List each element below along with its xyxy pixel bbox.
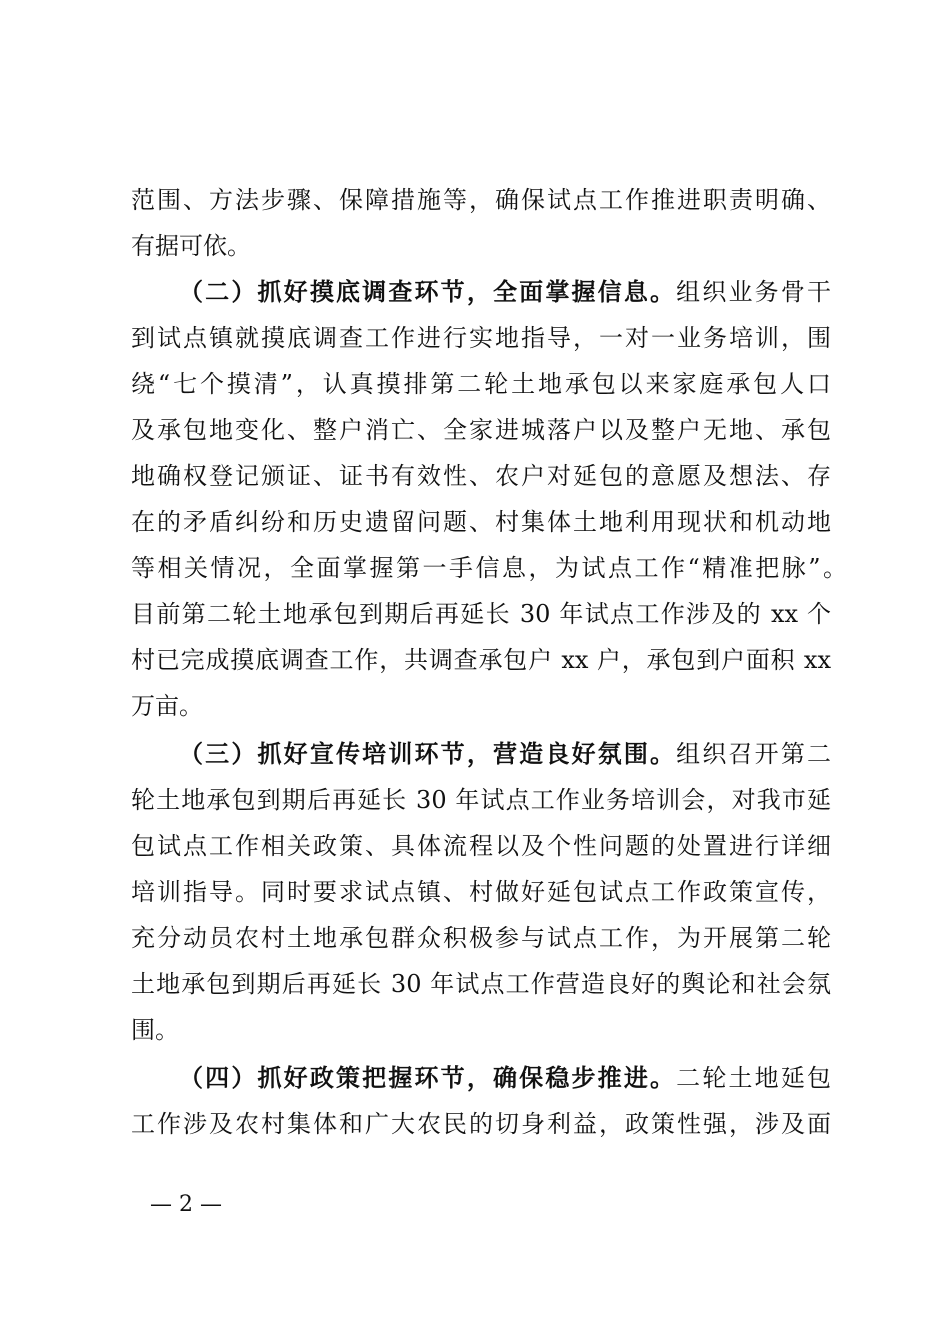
line-text: 有据可依。 — [131, 232, 251, 260]
line-text: 充分动员农村土地承包群众积极参与试点工作，为开展第二轮 — [131, 924, 831, 952]
line-text: 组织召开第二 — [676, 740, 832, 768]
line-text: 绕“七个摸清”，认真摸排第二轮土地承包以来家庭承包人口 — [131, 370, 831, 398]
paragraph-line — [131, 640, 831, 680]
line-text: 目前第二轮土地承包到期后再延长 30 年试点工作涉及的 xx 个 — [131, 600, 831, 628]
paragraph-line — [131, 872, 831, 912]
paragraph-line — [131, 318, 831, 358]
paragraph-line — [131, 364, 831, 404]
paragraph-line — [131, 826, 831, 866]
paragraph-line — [131, 502, 831, 542]
paragraph-line — [131, 1104, 831, 1144]
line-text: 村已完成摸底调查工作，共调查承包户 xx 户，承包到户面积 xx — [131, 646, 831, 674]
paragraph-line — [131, 226, 831, 266]
section-heading: （二）抓好摸底调查环节，全面掌握信息。 — [179, 277, 677, 306]
section-heading-line — [179, 1058, 831, 1098]
paragraph-line — [131, 594, 831, 634]
line-text: 地确权登记颁证、证书有效性、农户对延包的意愿及想法、存 — [131, 462, 831, 490]
paragraph-line — [131, 410, 831, 450]
line-text: 轮土地承包到期后再延长 30 年试点工作业务培训会，对我市延 — [131, 786, 831, 814]
line-text: 及承包地变化、整户消亡、全家进城落户以及整户无地、承包 — [131, 416, 831, 444]
paragraph-line — [131, 180, 831, 220]
line-text: 等相关情况，全面掌握第一手信息，为试点工作“精准把脉”。 — [131, 554, 847, 582]
line-text: 组织业务骨干 — [676, 278, 832, 306]
section-heading: （三）抓好宣传培训环节，营造良好氛围。 — [179, 739, 677, 768]
line-text: 二轮土地延包 — [676, 1064, 832, 1092]
line-text: 围。 — [131, 1016, 179, 1044]
section-heading-line — [179, 734, 831, 774]
paragraph-line — [131, 964, 831, 1004]
paragraph-line — [131, 1010, 831, 1050]
line-text: 到试点镇就摸底调查工作进行实地指导，一对一业务培训，围 — [131, 324, 831, 352]
paragraph-line — [131, 456, 831, 496]
line-text: 培训指导。同时要求试点镇、村做好延包试点工作政策宣传， — [131, 878, 831, 906]
line-text: 万亩。 — [131, 692, 203, 720]
line-text: 工作涉及农村集体和广大农民的切身利益，政策性强，涉及面 — [131, 1110, 831, 1138]
paragraph-line — [131, 780, 831, 820]
paragraph-line — [131, 918, 831, 958]
page-number: — 2 — — [150, 1192, 222, 1217]
line-text: 包试点工作相关政策、具体流程以及个性问题的处置进行详细 — [131, 832, 831, 860]
line-text: 土地承包到期后再延长 30 年试点工作营造良好的舆论和社会氛 — [131, 970, 831, 998]
section-heading-line — [179, 272, 831, 312]
section-heading: （四）抓好政策把握环节，确保稳步推进。 — [179, 1063, 677, 1092]
paragraph-line — [131, 548, 847, 588]
line-text: 在的矛盾纠纷和历史遗留问题、村集体土地利用现状和机动地 — [131, 508, 831, 536]
paragraph-line — [131, 686, 831, 726]
line-text: 范围、方法步骤、保障措施等，确保试点工作推进职责明确、 — [131, 186, 831, 214]
